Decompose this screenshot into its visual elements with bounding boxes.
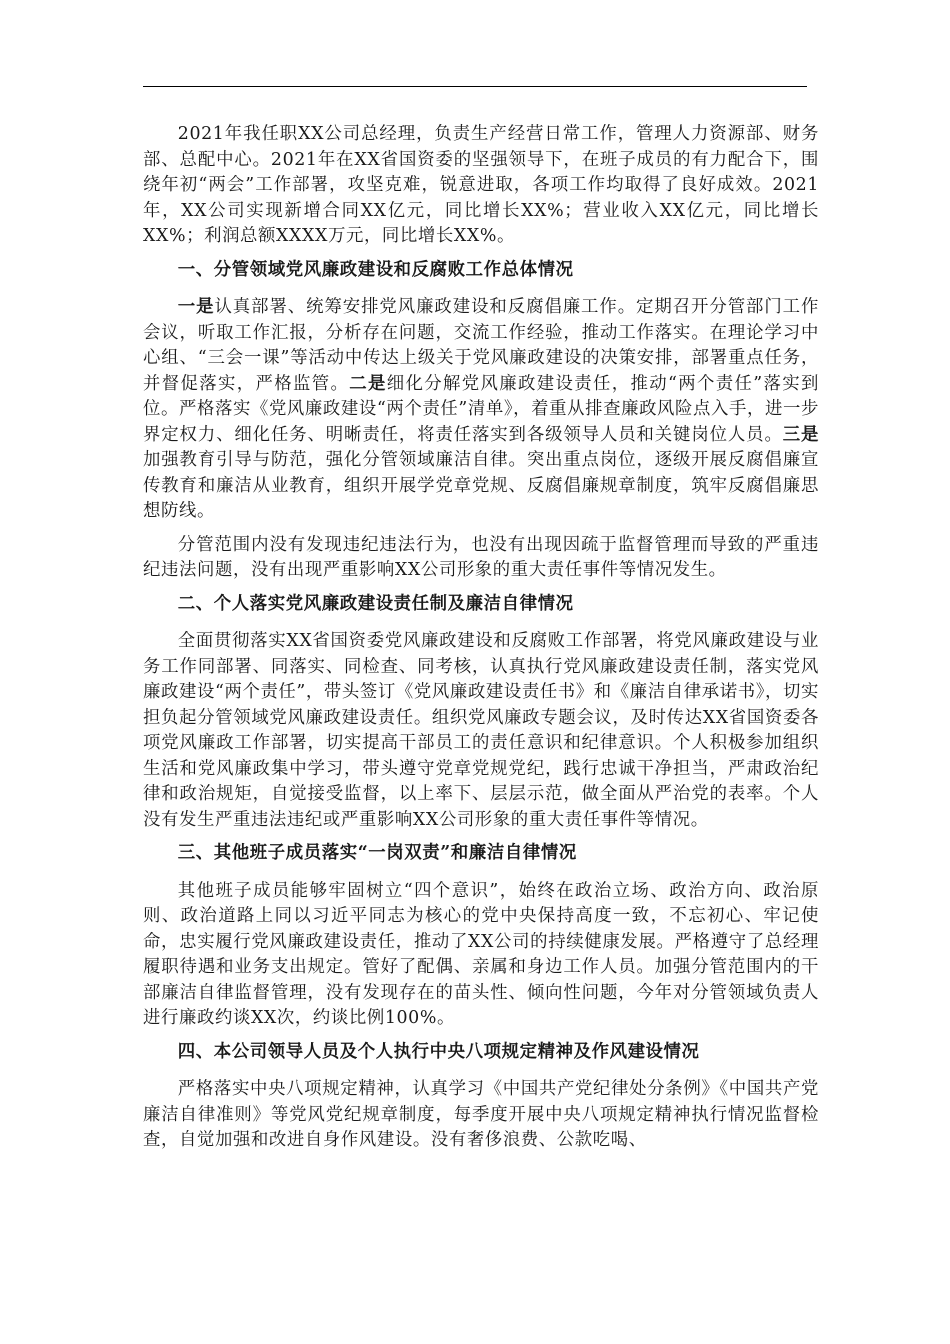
section-1-heading: 一、分管领域党风廉政建设和反腐败工作总体情况 — [177, 259, 574, 280]
lead-first: 一是 — [177, 297, 215, 317]
section-4-paragraph-1: 严格落实中央八项规定精神，认真学习《中国共产党纪律处分条例》《中国共产党廉洁自律准则》等党风党纪规章制度，每季度开展中央八项规定精神执行情况监督检查，自觉加强和改进自身作风建设。没有奢侈浪费、公款吃喝、 — [143, 1079, 819, 1150]
lead-third: 三是 — [782, 424, 819, 445]
section-1-text-3: 加强教育引导与防范，强化分管领域廉洁自律。突出重点岗位，逐级开展反腐倡廉宣传教育和廉洁从业教育，组织开展学党章党规、反腐倡廉规章制度，筑牢反腐倡廉思想防线。 — [143, 450, 819, 521]
document-body — [143, 122, 819, 1162]
intro-paragraph: 2021年我任职XX公司总经理，负责生产经营日常工作，管理人力资源部、财务部、总配中心。2021年在XX省国资委的坚强领导下，在班子成员的有力配合下，围绕年初“两会”工作部署，攻坚克难，锐意进取，各项工作均取得了良好成效。2021年，XX公司实现新增合同XX亿元，同比增长XX%；营业收入XX亿元，同比增长XX%；利润总额XXXX万元，同比增长XX%。 — [143, 124, 819, 246]
section-4-heading: 四、本公司领导人员及个人执行中央八项规定精神及作风建设情况 — [177, 1041, 700, 1062]
section-1-text-2: 细化分解党风廉政建设责任，推动“两个责任”落实到位。严格落实《党风廉政建设“两个责任”清单》，着重从排查廉政风险点入手，进一步界定权力、细化任务、明晰责任，将责任落实到各级领导人员和关键岗位人员。 — [143, 373, 819, 445]
section-1-paragraph-2: 分管范围内没有发现违纪违法行为，也没有出现因疏于监督管理而导致的严重违纪违法问题，没有出现严重影响XX公司形象的重大责任事件等情况发生。 — [143, 534, 819, 580]
section-2-paragraph-1: 全面贯彻落实XX省国资委党风廉政建设和反腐败工作部署，将党风廉政建设与业务工作同部署、同落实、同检查、同考核，认真执行党风廉政建设责任制，落实党风廉政建设“两个责任”，带头签订《党风廉政建设责任书》和《廉洁自律承诺书》，切实担负起分管领域党风廉政建设责任。组织党风廉政专题会议，及时传达XX省国资委各项党风廉政工作部署，切实提高干部员工的责任意识和纪律意识。个人积极参加组织生活和党风廉政集中学习，带头遵守党章党规党纪，践行忠诚干净担当，严肃政治纪律和政治规矩，自觉接受监督，以上率下、层层示范，做全面从严治党的表率。个人没有发生严重违法违纪或严重影响XX公司形象的重大责任事件等情况。 — [143, 631, 819, 830]
section-1-paragraph-1 — [143, 295, 819, 525]
section-3-paragraph-1: 其他班子成员能够牢固树立“四个意识”，始终在政治立场、政治方向、政治原则、政治道路上同以习近平同志为核心的党中央保持高度一致，不忘初心、牢记使命，忠实履行党风廉政建设责任，推动了XX公司的持续健康发展。严格遵守了总经理履职待遇和业务支出规定。管好了配偶、亲属和身边工作人员。加强分管范围内的干部廉洁自律监督管理，没有发现存在的苗头性、倾向性问题，今年对分管领域负责人进行廉政约谈XX次，约谈比例100%。 — [143, 880, 819, 1028]
section-3-heading: 三、其他班子成员落实“一岗双责”和廉洁自律情况 — [177, 843, 577, 863]
header-rule — [143, 86, 807, 87]
lead-second: 二是 — [349, 373, 387, 394]
section-2-heading: 二、个人落实党风廉政建设责任制及廉洁自律情况 — [177, 593, 574, 614]
section-1-text-1: 认真部署、统筹安排党风廉政建设和反腐倡廉工作。定期召开分管部门工作会议，听取工作汇报，分析存在问题，交流工作经验，推动工作落实。在理论学习中心组、“三会一课”等活动中传达上级关于党风廉政建设的决策安排，部署重点任务，并督促落实，严格监管。 — [143, 297, 820, 394]
